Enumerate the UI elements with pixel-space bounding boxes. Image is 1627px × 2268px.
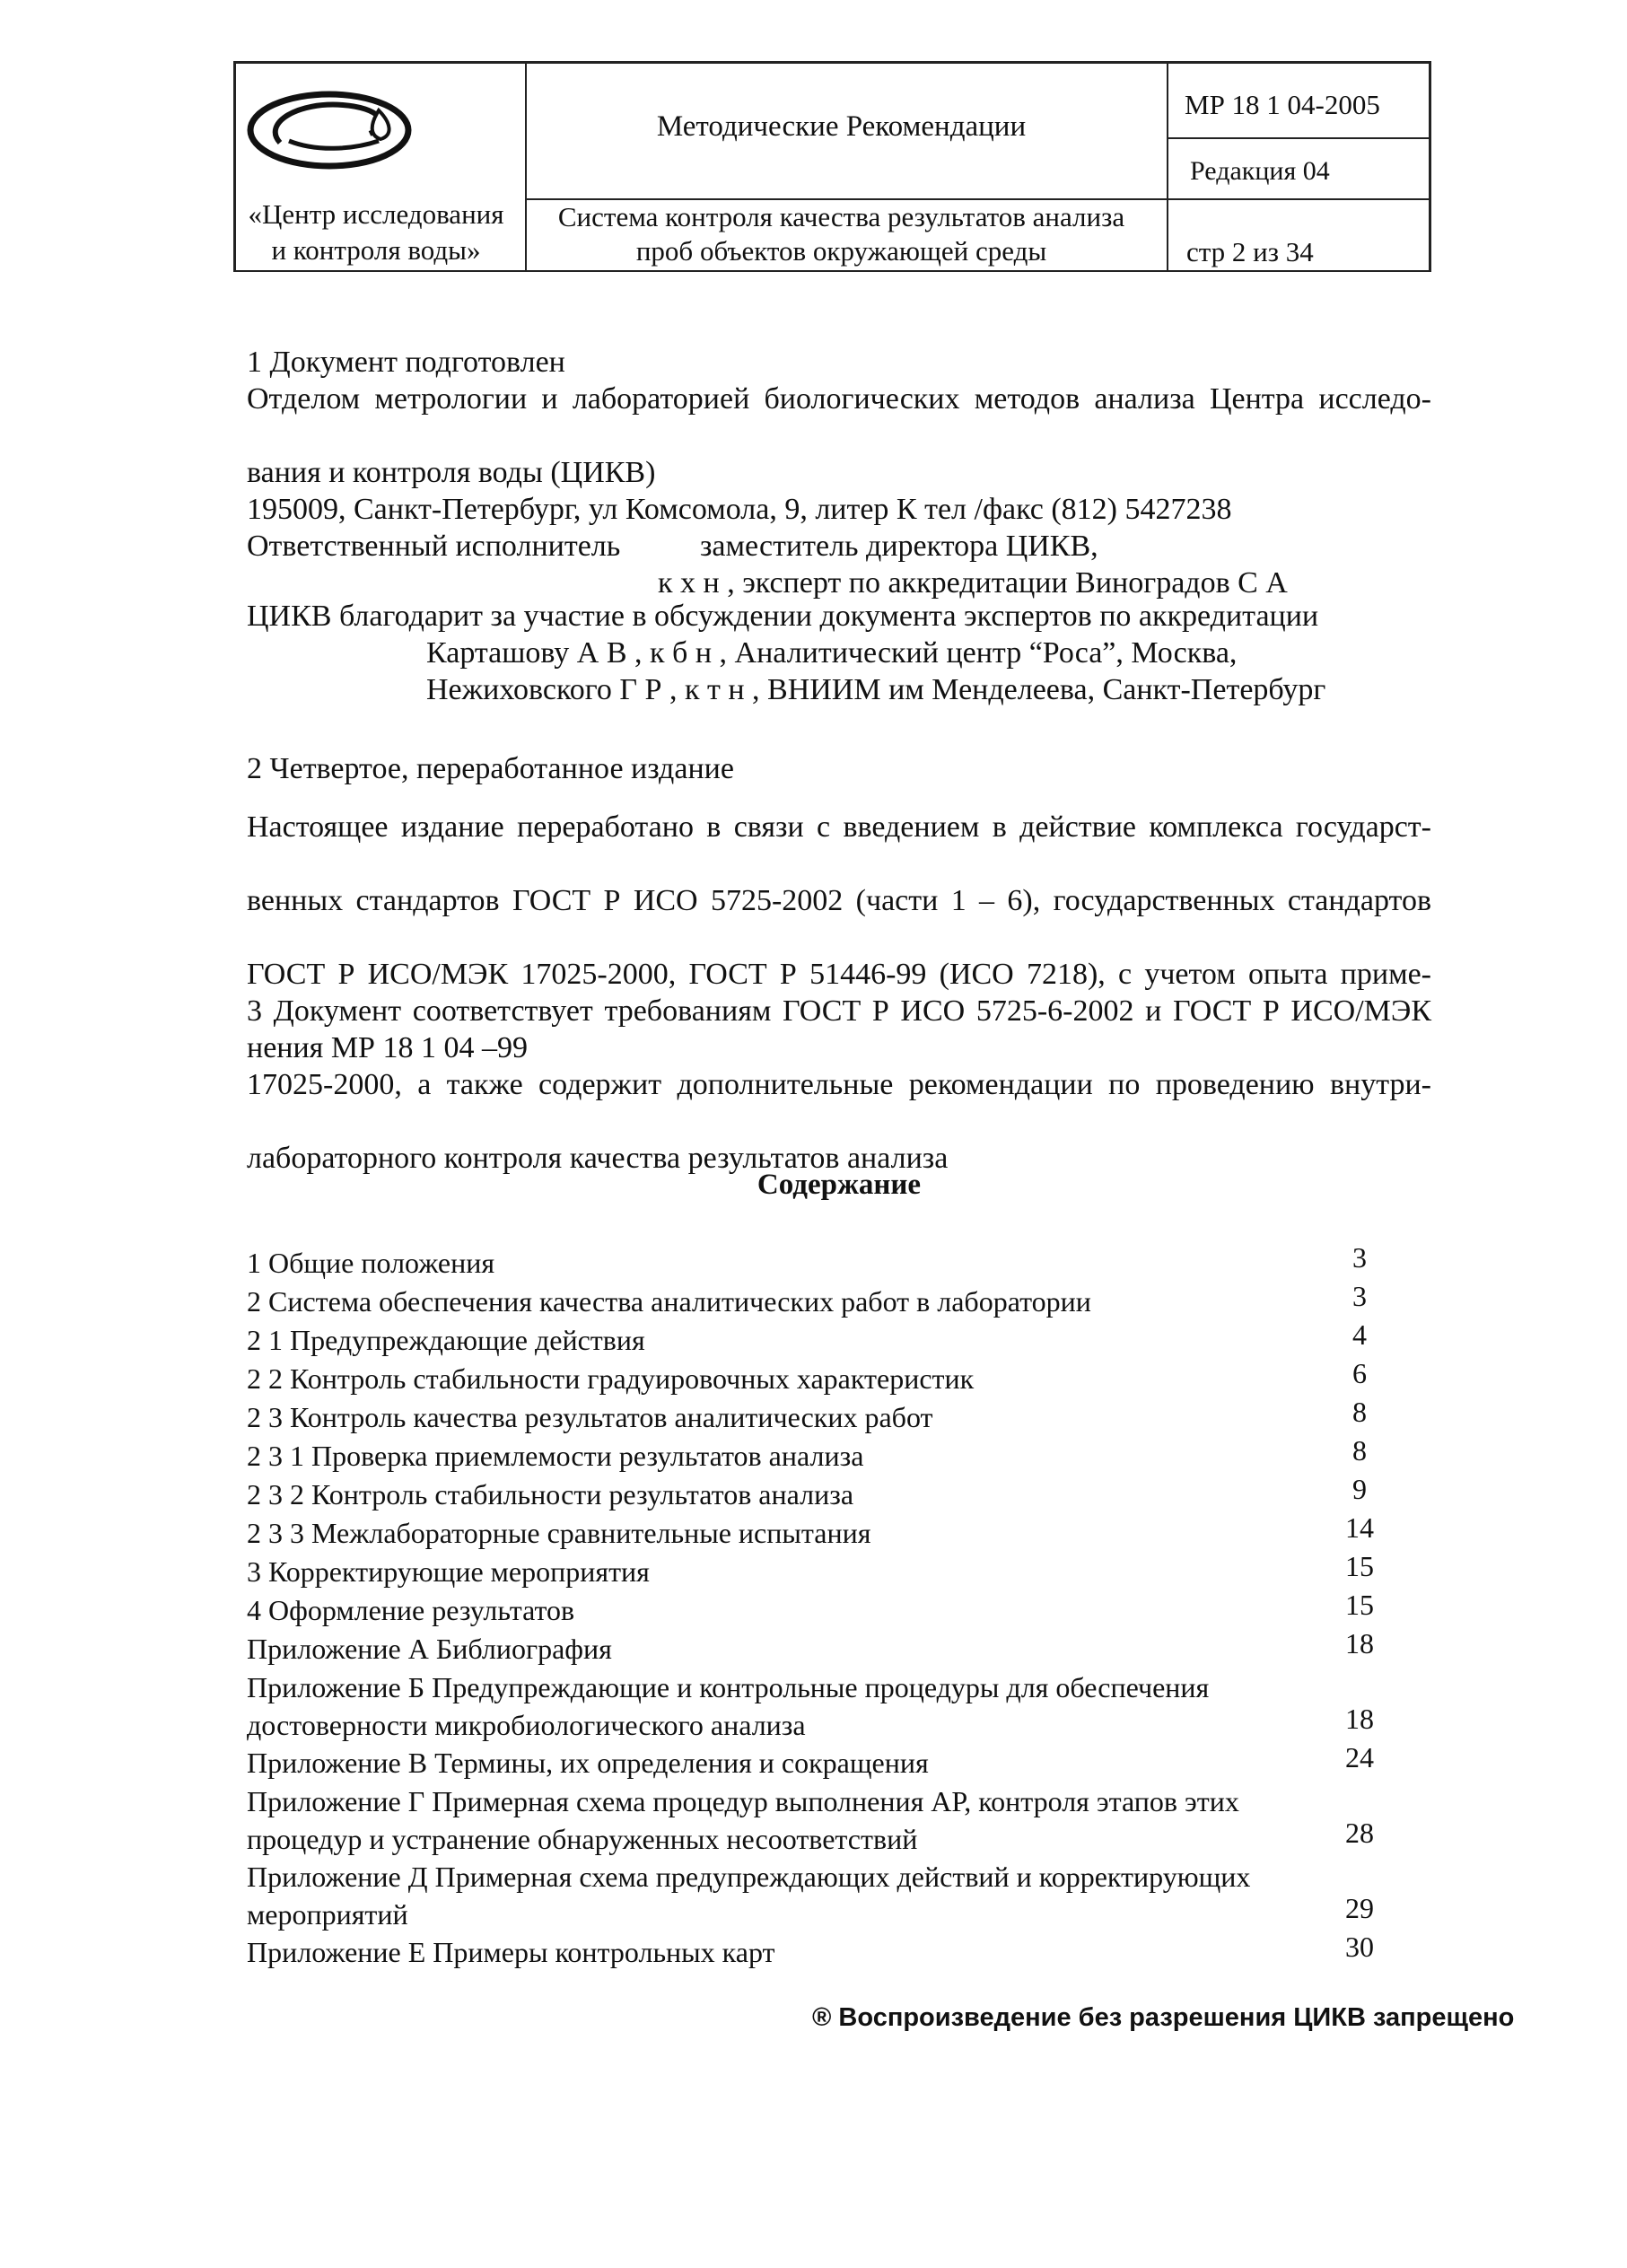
section-1-title: 1 Документ подготовлен [247,346,565,379]
header-divider-2 [1167,64,1168,272]
toc-item-label: 2 3 2 Контроль стабильности результатов анализа [247,1478,854,1511]
expert-2: Нежиховского Г Р , к т н , ВНИИМ им Менделеева, Санкт-Петербург [426,673,1326,706]
section-2-line2: венных стандартов ГОСТ Р ИСО 5725-2002 (части 1 – 6), государственных стандартов [247,884,1431,917]
responsible-value1: заместитель директора ЦИКВ, [700,530,1098,563]
section-2-title: 2 Четвертое, переработанное издание [247,752,734,785]
toc-item-label: 3 Корректирующие мероприятия [247,1555,650,1588]
document-subtitle-line1: Система контроля качества результатов анализа [557,201,1125,232]
section-2-line3: ГОСТ Р ИСО/МЭК 17025-2000, ГОСТ Р 51446-99 (ИСО 7218), с учетом опыта приме- [247,958,1431,991]
section-3 [247,993,1431,1177]
section-3-line1: 3 Документ соответствует требованиям ГОСТ Р ИСО 5725-6-2002 и ГОСТ Р ИСО/МЭК [247,994,1431,1028]
header-divider-1 [525,64,527,272]
document-number: МР 18 1 04-2005 [1185,89,1380,120]
toc-item-page: 8 [1352,1396,1367,1428]
expert-1: Карташову А В , к б н , Аналитический центр “Роса”, Москва, [426,636,1238,670]
table-of-contents [247,1241,1404,1972]
section-1-text-line1: Отделом метрологии и лабораторией биологических методов анализа Центра исследо- [247,382,1431,416]
toc-item[interactable] [247,1627,1404,1668]
toc-item-label: 2 3 3 Межлабораторные сравнительные испытания [247,1517,871,1549]
toc-item-label: Приложение А Библиография [247,1633,612,1665]
toc-item[interactable] [247,1933,1404,1972]
toc-item-page: 14 [1345,1511,1374,1544]
section-2-line1: Настоящее издание переработано в связи с введением в действие комплекса государст- [247,810,1431,844]
organization-name [233,197,519,268]
organization-logo-icon [244,78,415,182]
page-info: стр 2 из 34 [1186,236,1314,267]
toc-item-label: Приложение Г Примерная схема процедур выполнения АР, контроля этапов этих процедур и устранение обнаруженных несоответствий [247,1785,1239,1855]
header-border-right [1429,64,1431,272]
toc-item-page: 18 [1345,1627,1374,1659]
toc-item-page: 9 [1352,1473,1367,1505]
toc-item-page: 28 [1345,1817,1374,1849]
section-1-text-line2: вания и контроля воды (ЦИКВ) [247,456,656,489]
responsible-value2: к х н , эксперт по аккредитации Виноградов С А [658,566,1288,600]
toc-item[interactable] [247,1668,1404,1744]
address: 195009, Санкт-Петербург, ул Комсомола, 9, литер К тел /факс (812) 5427238 [247,493,1232,526]
acknowledgements [247,598,1431,708]
toc-item[interactable] [247,1511,1404,1553]
document-subtitle [529,200,1153,268]
toc-item-label: Приложение Б Предупреждающие и контрольные процедуры для обеспечения достоверности микробиологического анализа [247,1671,1210,1741]
toc-item-page: 8 [1352,1434,1367,1467]
header-hline-1 [1167,137,1431,139]
toc-heading: Содержание [757,1169,922,1201]
toc-item-label: 2 1 Предупреждающие действия [247,1324,645,1356]
toc-item[interactable] [247,1398,1404,1437]
toc-item[interactable] [247,1473,1404,1514]
section-2-line4: нения МР 18 1 04 –99 [247,1031,528,1064]
toc-item-page: 4 [1352,1318,1367,1351]
toc-item-page: 24 [1345,1741,1374,1773]
section-3-line2: 17025-2000, а также содержит дополнительные рекомендации по проведению внутри- [247,1068,1431,1101]
responsible-label: Ответственный исполнитель [247,530,621,563]
document-header [233,61,1431,272]
toc-item-label: 2 3 1 Проверка приемлемости результатов анализа [247,1440,864,1472]
document-type-title: Методические Рекомендации [656,110,1027,143]
toc-item-label: 2 2 Контроль стабильности градуировочных характеристик [247,1362,975,1395]
responsible-row [247,528,1431,565]
toc-item[interactable] [247,1434,1404,1476]
thanks-line: ЦИКВ благодарит за участие в обсуждении документа экспертов по аккредитации [247,600,1319,633]
toc-item[interactable] [247,1280,1404,1321]
toc-item-page: 15 [1345,1589,1374,1621]
section-1 [247,344,1431,601]
toc-item[interactable] [247,1357,1404,1398]
toc-item-page: 29 [1345,1892,1374,1924]
document-edition: Редакция 04 [1190,156,1330,186]
toc-item[interactable] [247,1241,1404,1283]
toc-item-label: Приложение В Термины, их определения и сокращения [247,1747,929,1779]
toc-item[interactable] [247,1782,1404,1858]
toc-item-label: 4 Оформление результатов [247,1594,575,1626]
section-3-line3: лабораторного контроля качества результатов анализа [247,1142,949,1175]
toc-item-page: 3 [1352,1241,1367,1274]
copyright-notice: ® Воспроизведение без разрешения ЦИКВ запрещено [812,2003,1515,2032]
organization-name-line2: и контроля воды» [271,234,481,266]
organization-name-line1: «Центр исследования [248,198,504,230]
toc-item-page: 3 [1352,1280,1367,1312]
toc-item-label: Приложение Д Примерная схема предупреждающих действий и корректирующих мероприятий [247,1861,1251,1931]
toc-item[interactable] [247,1591,1404,1630]
toc-item[interactable] [247,1318,1404,1360]
toc-item-label: Приложение Е Примеры контрольных карт [247,1936,775,1968]
toc-item[interactable] [247,1550,1404,1591]
toc-item[interactable] [247,1741,1404,1782]
header-border-bottom [233,270,1431,272]
toc-item-label: 2 Система обеспечения качества аналитических работ в лаборатории [247,1285,1091,1318]
toc-item[interactable] [247,1858,1404,1933]
toc-item-label: 2 3 Контроль качества результатов аналитических работ [247,1401,933,1433]
toc-item-label: 1 Общие положения [247,1247,495,1279]
toc-item-page: 15 [1345,1550,1374,1582]
toc-item-page: 6 [1352,1357,1367,1389]
document-subtitle-line2: проб объектов окружающей среды [635,235,1047,267]
toc-item-page: 30 [1345,1931,1374,1963]
toc-item-page: 18 [1345,1703,1374,1735]
